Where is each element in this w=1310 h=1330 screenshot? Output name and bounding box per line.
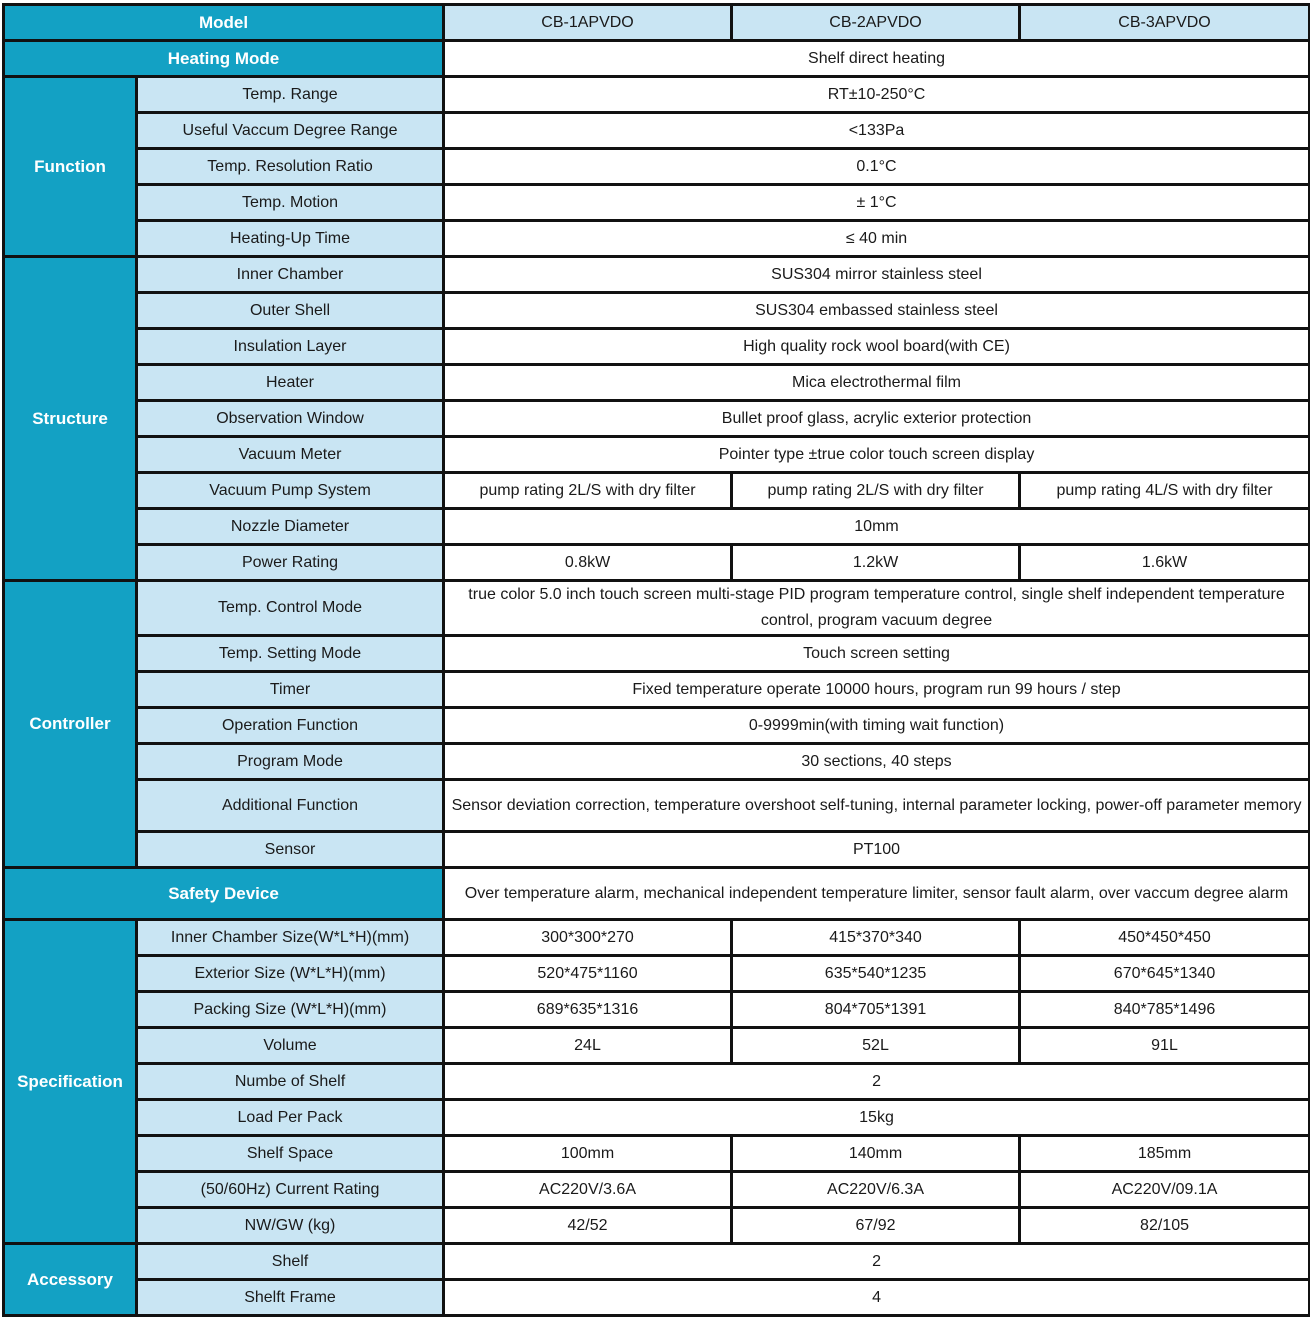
param-value-model-3: pump rating 4L/S with dry filter xyxy=(1020,473,1310,509)
param-label: Heater xyxy=(137,365,444,401)
table-row xyxy=(4,636,1310,672)
table-row xyxy=(4,185,1310,221)
param-value-model-1: 300*300*270 xyxy=(444,920,732,956)
param-label: Shelf Space xyxy=(137,1136,444,1172)
param-value-model-1: 689*635*1316 xyxy=(444,992,732,1028)
param-value: ≤ 40 min xyxy=(444,221,1310,257)
param-value: 0-9999min(with timing wait function) xyxy=(444,708,1310,744)
category-specification: Specification xyxy=(4,920,137,1244)
table-row xyxy=(4,149,1310,185)
param-label: Observation Window xyxy=(137,401,444,437)
param-label: Program Mode xyxy=(137,744,444,780)
param-value: Bullet proof glass, acrylic exterior protection xyxy=(444,401,1310,437)
param-value-model-2: 804*705*1391 xyxy=(732,992,1020,1028)
param-label: Power Rating xyxy=(137,545,444,581)
category-controller: Controller xyxy=(4,581,137,868)
param-label: Operation Function xyxy=(137,708,444,744)
table-row xyxy=(4,920,1310,956)
param-value: High quality rock wool board(with CE) xyxy=(444,329,1310,365)
heating-mode-header: Heating Mode xyxy=(4,41,444,77)
param-value-model-1: 24L xyxy=(444,1028,732,1064)
category-accessory: Accessory xyxy=(4,1244,137,1316)
table-row xyxy=(4,293,1310,329)
specification-table xyxy=(2,3,1310,1317)
table-row xyxy=(4,832,1310,868)
table-row xyxy=(4,1172,1310,1208)
param-value: PT100 xyxy=(444,832,1310,868)
model-name-1: CB-1APVDO xyxy=(444,5,732,41)
param-value-model-2: 67/92 xyxy=(732,1208,1020,1244)
table-row xyxy=(4,437,1310,473)
heating-mode-value: Shelf direct heating xyxy=(444,41,1310,77)
param-value-model-1: AC220V/3.6A xyxy=(444,1172,732,1208)
param-value-model-2: pump rating 2L/S with dry filter xyxy=(732,473,1020,509)
param-value: Fixed temperature operate 10000 hours, program run 99 hours / step xyxy=(444,672,1310,708)
param-label: Additional Function xyxy=(137,780,444,832)
param-value-model-3: 1.6kW xyxy=(1020,545,1310,581)
table-row xyxy=(4,1064,1310,1100)
param-value: 15kg xyxy=(444,1100,1310,1136)
param-value: Sensor deviation correction, temperature overshoot self-tuning, internal parameter locking, power-off parameter memory xyxy=(444,780,1310,832)
table-row xyxy=(4,992,1310,1028)
param-label: Nozzle Diameter xyxy=(137,509,444,545)
param-label: Temp. Range xyxy=(137,77,444,113)
param-label: Temp. Resolution Ratio xyxy=(137,149,444,185)
param-value-model-1: pump rating 2L/S with dry filter xyxy=(444,473,732,509)
category-structure: Structure xyxy=(4,257,137,581)
param-label: Inner Chamber xyxy=(137,257,444,293)
param-label: (50/60Hz) Current Rating xyxy=(137,1172,444,1208)
table-row xyxy=(4,113,1310,149)
param-value-model-2: 52L xyxy=(732,1028,1020,1064)
param-label: Timer xyxy=(137,672,444,708)
table-row xyxy=(4,545,1310,581)
param-value-model-2: AC220V/6.3A xyxy=(732,1172,1020,1208)
table-row xyxy=(4,1028,1310,1064)
table-row xyxy=(4,401,1310,437)
model-name-2: CB-2APVDO xyxy=(732,5,1020,41)
param-label: Vacuum Pump System xyxy=(137,473,444,509)
param-value-model-3: 840*785*1496 xyxy=(1020,992,1310,1028)
param-value-model-1: 42/52 xyxy=(444,1208,732,1244)
table-row xyxy=(4,1136,1310,1172)
table-row xyxy=(4,956,1310,992)
table-row xyxy=(4,581,1310,636)
param-value-model-3: 82/105 xyxy=(1020,1208,1310,1244)
param-value-model-3: AC220V/09.1A xyxy=(1020,1172,1310,1208)
param-label: NW/GW (kg) xyxy=(137,1208,444,1244)
param-value: 2 xyxy=(444,1244,1310,1280)
param-label: Vacuum Meter xyxy=(137,437,444,473)
table-row xyxy=(4,780,1310,832)
param-value: Touch screen setting xyxy=(444,636,1310,672)
param-label: Shelf xyxy=(137,1244,444,1280)
table-row xyxy=(4,257,1310,293)
table-row xyxy=(4,1100,1310,1136)
param-value: RT±10-250°C xyxy=(444,77,1310,113)
param-label: Temp. Control Mode xyxy=(137,581,444,636)
param-value-model-3: 91L xyxy=(1020,1028,1310,1064)
param-label: Volume xyxy=(137,1028,444,1064)
param-value: <133Pa xyxy=(444,113,1310,149)
model-header: Model xyxy=(4,5,444,41)
table-row xyxy=(4,329,1310,365)
param-label: Inner Chamber Size(W*L*H)(mm) xyxy=(137,920,444,956)
heating-mode-row xyxy=(4,41,1310,77)
table-row xyxy=(4,365,1310,401)
param-value: 0.1°C xyxy=(444,149,1310,185)
param-label: Useful Vaccum Degree Range xyxy=(137,113,444,149)
param-value: 4 xyxy=(444,1280,1310,1316)
model-name-3: CB-3APVDO xyxy=(1020,5,1310,41)
param-label: Heating-Up Time xyxy=(137,221,444,257)
table-row xyxy=(4,77,1310,113)
param-value-model-2: 140mm xyxy=(732,1136,1020,1172)
table-row xyxy=(4,221,1310,257)
param-value-model-1: 0.8kW xyxy=(444,545,732,581)
param-value: ± 1°C xyxy=(444,185,1310,221)
table-row xyxy=(4,672,1310,708)
param-value: 30 sections, 40 steps xyxy=(444,744,1310,780)
model-row xyxy=(4,5,1310,41)
param-label: Temp. Setting Mode xyxy=(137,636,444,672)
table-row xyxy=(4,1280,1310,1316)
param-label: Insulation Layer xyxy=(137,329,444,365)
param-value: Pointer type ±true color touch screen display xyxy=(444,437,1310,473)
table-row xyxy=(4,1244,1310,1280)
param-value-model-2: 415*370*340 xyxy=(732,920,1020,956)
param-value: 10mm xyxy=(444,509,1310,545)
table-row xyxy=(4,1208,1310,1244)
table-row xyxy=(4,708,1310,744)
param-value-model-1: 520*475*1160 xyxy=(444,956,732,992)
param-label: Temp. Motion xyxy=(137,185,444,221)
param-label: Shelft Frame xyxy=(137,1280,444,1316)
param-label: Packing Size (W*L*H)(mm) xyxy=(137,992,444,1028)
param-value: SUS304 mirror stainless steel xyxy=(444,257,1310,293)
param-value-model-2: 635*540*1235 xyxy=(732,956,1020,992)
param-value-model-1: 100mm xyxy=(444,1136,732,1172)
param-value: true color 5.0 inch touch screen multi-stage PID program temperature control, single shelf independent temperature control, program vacuum degree xyxy=(444,581,1310,636)
param-value: 2 xyxy=(444,1064,1310,1100)
param-value-model-3: 185mm xyxy=(1020,1136,1310,1172)
param-label: Sensor xyxy=(137,832,444,868)
param-label: Exterior Size (W*L*H)(mm) xyxy=(137,956,444,992)
param-value: Mica electrothermal film xyxy=(444,365,1310,401)
param-label: Outer Shell xyxy=(137,293,444,329)
safety-value: Over temperature alarm, mechanical independent temperature limiter, sensor fault alarm, over vaccum degree alarm xyxy=(444,868,1310,920)
param-value-model-2: 1.2kW xyxy=(732,545,1020,581)
param-label: Load Per Pack xyxy=(137,1100,444,1136)
category-function: Function xyxy=(4,77,137,257)
table-row xyxy=(4,509,1310,545)
category-safety-device: Safety Device xyxy=(4,868,444,920)
param-value: SUS304 embassed stainless steel xyxy=(444,293,1310,329)
table-row xyxy=(4,744,1310,780)
param-value-model-3: 450*450*450 xyxy=(1020,920,1310,956)
table-row xyxy=(4,473,1310,509)
param-label: Numbe of Shelf xyxy=(137,1064,444,1100)
safety-row xyxy=(4,868,1310,920)
param-value-model-3: 670*645*1340 xyxy=(1020,956,1310,992)
